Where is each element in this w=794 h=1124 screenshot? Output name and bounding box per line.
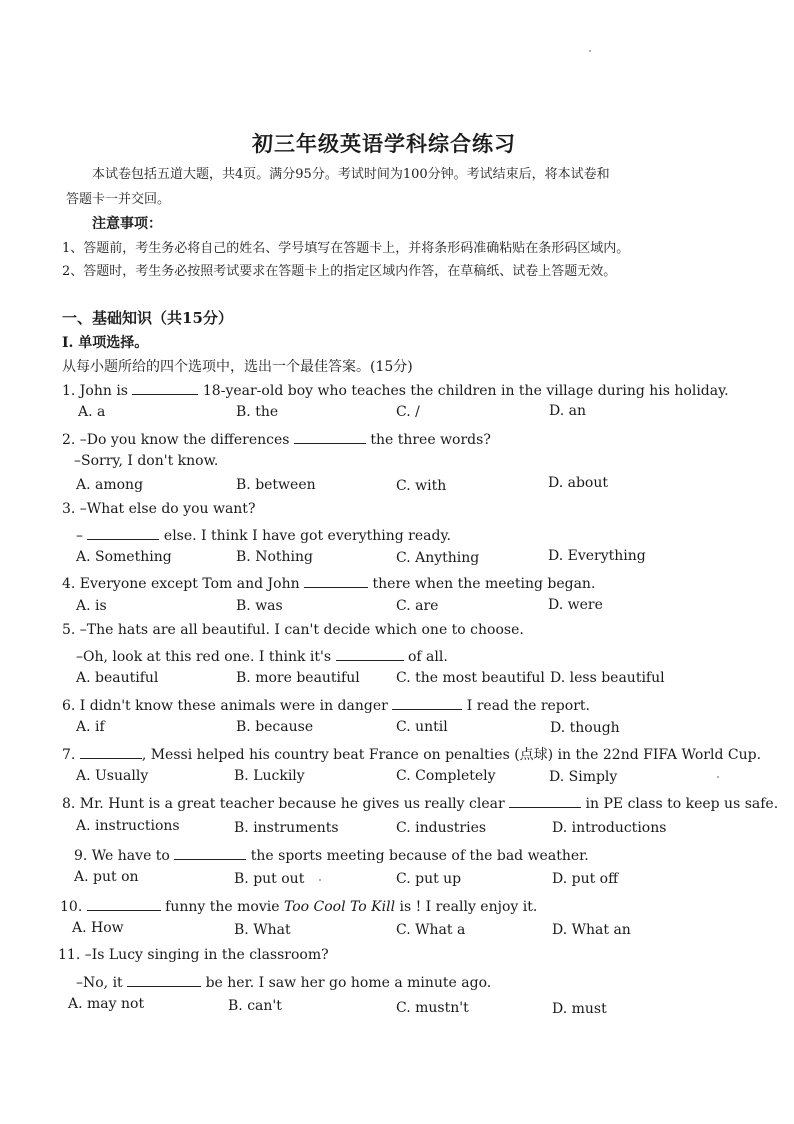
option-d: D. an <box>549 403 586 419</box>
option-c: C. / <box>396 404 420 420</box>
question-text: in PE class to keep us safe. <box>581 796 779 812</box>
answer-blank <box>87 525 159 540</box>
question-text: , Messi helped his country beat France on penalties (点球) in the 22nd FIFA World Cup. <box>141 747 762 763</box>
question-text: I read the report. <box>462 698 590 714</box>
option-b: B. between <box>236 477 316 493</box>
option-c: C. Anything <box>396 550 480 566</box>
option-c: C. mustn't <box>396 1000 469 1016</box>
section-heading: 一、基础知识（共15分） <box>62 309 233 327</box>
option-d: D. though <box>550 720 620 736</box>
question-5-reply <box>76 646 448 665</box>
question-text: the sports meeting because of the bad weather. <box>246 848 589 864</box>
question-text: 6. I didn't know these animals were in danger <box>62 698 393 714</box>
question-text: of all. <box>403 649 448 665</box>
option-d: D. must <box>552 1001 607 1017</box>
option-b: B. was <box>236 598 283 614</box>
question-2-stem <box>62 429 491 448</box>
question-2-reply: –Sorry, I don't know. <box>74 453 219 469</box>
answer-blank <box>392 695 462 710</box>
answer-blank <box>174 845 246 860</box>
answer-blank <box>336 646 404 661</box>
option-a: A. if <box>76 719 105 735</box>
option-d: D. less beautiful <box>550 670 665 686</box>
option-b: B. What <box>234 922 291 938</box>
question-11-reply <box>76 972 491 991</box>
question-7-stem <box>62 744 761 764</box>
question-text: 18-year-old boy who teaches the children in the village during his holiday. <box>198 383 729 399</box>
question-text: else. I think I have got everything ready. <box>159 528 451 544</box>
notice-title: 注意事项： <box>92 216 162 232</box>
answer-blank <box>132 380 198 395</box>
option-b: B. put out <box>234 871 305 887</box>
question-text: – <box>76 528 88 544</box>
option-c: C. until <box>396 719 448 735</box>
question-text: there when the meeting began. <box>368 576 596 592</box>
scan-speck <box>319 879 321 881</box>
option-d: D. were <box>548 597 603 613</box>
question-text: 9. We have to <box>74 848 175 864</box>
section-instruction: 从每小题所给的四个选项中，选出一个最佳答案。(15分) <box>62 359 413 375</box>
option-b: B. Luckily <box>234 768 305 784</box>
option-b: B. because <box>236 719 314 735</box>
question-4-stem <box>62 573 595 592</box>
question-1-stem <box>62 380 729 399</box>
intro-line-1: 本试卷包括五道大题，共4页。满分95分。考试时间为100分钟。考试结束后，将本试卷和 <box>92 167 610 182</box>
option-d: D. Simply <box>549 769 618 785</box>
option-b: B. instruments <box>234 820 339 836</box>
option-a: A. a <box>78 404 106 420</box>
answer-blank <box>127 972 201 987</box>
option-d: D. about <box>548 475 609 491</box>
option-c: C. Completely <box>396 768 496 784</box>
option-d: D. What an <box>552 922 631 938</box>
option-a: A. How <box>72 920 124 936</box>
question-text: is ! I really enjoy it. <box>395 899 538 915</box>
option-a: A. is <box>76 598 107 614</box>
question-text: 7. <box>62 747 80 763</box>
option-d: D. Everything <box>548 548 646 564</box>
question-text: 10. <box>60 899 87 915</box>
answer-blank <box>304 573 368 588</box>
question-3-stem: 3. –What else do you want? <box>62 501 256 517</box>
page-title: 初三年级英语学科综合练习 <box>252 131 516 156</box>
answer-blank <box>294 429 366 444</box>
question-3-reply <box>76 525 451 544</box>
option-a: A. Something <box>76 549 172 565</box>
scan-speck <box>589 50 591 52</box>
option-a: A. among <box>76 477 144 493</box>
option-c: C. What a <box>396 922 466 938</box>
option-a: A. may not <box>68 996 145 1012</box>
option-b: B. more beautiful <box>236 670 360 686</box>
option-b: B. the <box>236 404 279 420</box>
option-d: D. put off <box>552 871 619 887</box>
option-b: B. Nothing <box>236 549 313 565</box>
question-text: 8. Mr. Hunt is a great teacher because he gives us really clear <box>62 796 510 812</box>
question-10-stem <box>60 896 537 915</box>
option-c: C. the most beautiful <box>396 670 545 686</box>
question-text: funny the movie <box>160 899 284 915</box>
question-5-stem: 5. –The hats are all beautiful. I can't decide which one to choose. <box>62 622 524 638</box>
question-text: 1. John is <box>62 383 133 399</box>
question-text: be her. I saw her go home a minute ago. <box>201 975 492 991</box>
option-c: C. are <box>396 598 439 614</box>
notice-item-2: 2、答题时，考生务必按照考试要求在答题卡上的指定区域内作答，在草稿纸、试卷上答题无效。 <box>62 264 617 279</box>
scan-speck <box>717 776 719 778</box>
notice-item-1: 1、答题前，考生务必将自己的姓名、学号填写在答题卡上，并将条形码准确粘贴在条形码区域内。 <box>62 241 630 256</box>
option-c: C. with <box>396 478 447 494</box>
movie-title: Too Cool To Kill <box>283 899 396 915</box>
intro-line-2: 答题卡一并交回。 <box>66 192 171 207</box>
answer-blank <box>80 744 142 759</box>
option-c: C. put up <box>396 871 462 887</box>
part-heading: I. 单项选择。 <box>62 335 149 351</box>
question-text: –No, it <box>76 975 128 991</box>
option-a: A. Usually <box>76 768 149 784</box>
option-c: C. industries <box>396 820 487 836</box>
question-9-stem <box>74 845 589 864</box>
question-8-stem <box>62 793 778 812</box>
option-a: A. put on <box>74 869 139 885</box>
question-11-stem: 11. –Is Lucy singing in the classroom? <box>58 947 329 963</box>
option-a: A. instructions <box>76 818 180 834</box>
answer-blank <box>87 896 161 911</box>
option-a: A. beautiful <box>76 670 159 686</box>
question-text: 4. Everyone except Tom and John <box>62 576 305 592</box>
option-b: B. can't <box>228 998 282 1014</box>
question-6-stem <box>62 695 590 714</box>
answer-blank <box>509 793 581 808</box>
question-text: the three words? <box>365 432 491 448</box>
option-d: D. introductions <box>552 820 667 836</box>
question-text: –Oh, look at this red one. I think it's <box>76 649 336 665</box>
question-text: 2. –Do you know the differences <box>62 432 294 448</box>
